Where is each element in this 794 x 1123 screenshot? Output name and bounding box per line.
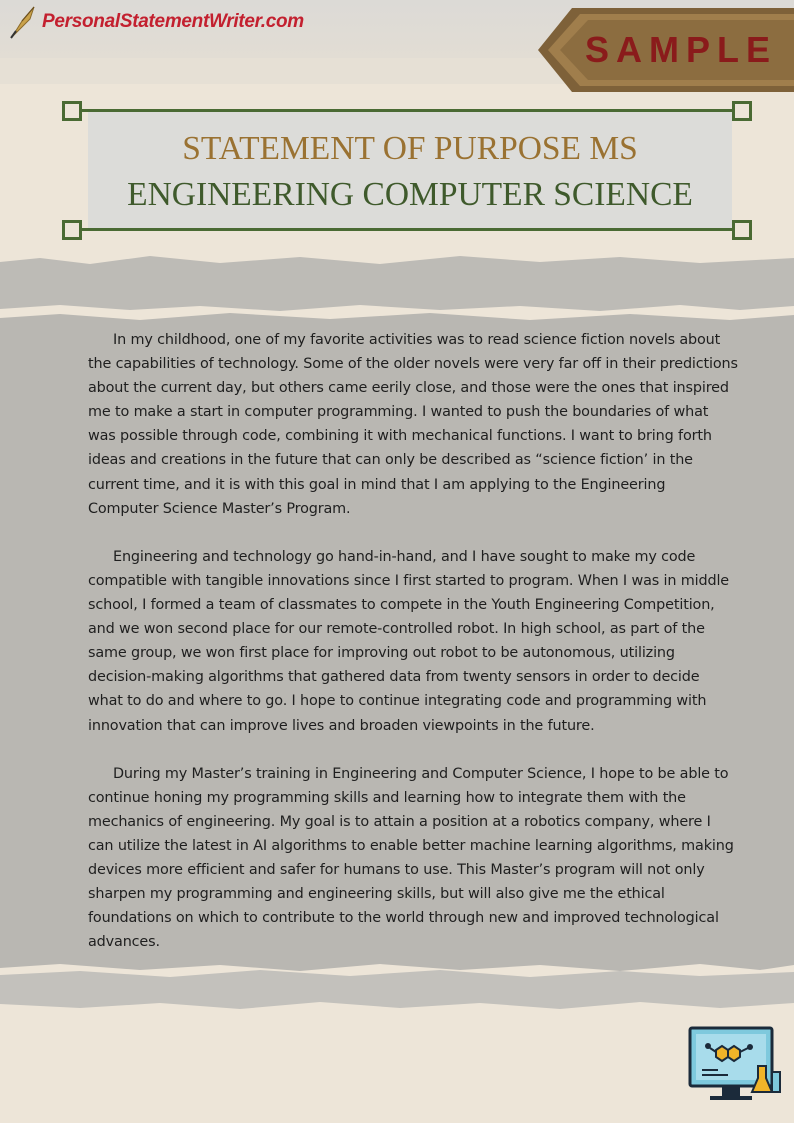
body-paragraph-1: In my childhood, one of my favorite activities was to read science fiction novels about the capabilities of technology. Some of the older novels were very far off in their predictions about the current day, but others came eerily close, and those were the ones that inspired me to make a start in computer programming. I wanted to push the boundaries of what was possible through code, combining it with mechanical functions. I want to bring forth ideas and creations in the future that can only be described as “science fiction’ in the current time, and it is with this goal in mind that I am applying to the Engineering Computer Science Master’s Program. bbox=[88, 332, 738, 517]
title-frame-corner-bottom-left bbox=[62, 220, 82, 240]
page-title-line-2: ENGINEERING COMPUTER SCIENCE bbox=[127, 176, 693, 213]
sample-badge-text: SAMPLE bbox=[584, 29, 777, 70]
title-frame-corner-top-right bbox=[732, 101, 752, 121]
computer-science-icon bbox=[688, 1026, 784, 1110]
site-logo[interactable] bbox=[8, 4, 304, 40]
quill-pen-icon bbox=[8, 5, 38, 39]
title-frame-corner-bottom-right bbox=[732, 220, 752, 240]
title-frame-top-line bbox=[72, 109, 742, 112]
body-paragraph-3: During my Master’s training in Engineering and Computer Science, I hope to be able to continue honing my programming skills and learning how to integrate them with the mechanics of engineering. My goal is to attain a position at a robotics company, where I can utilize the latest in AI algorithms to enable better machine learning algorithms, making devices more efficient and safer for humans to use. This Master’s program will not only sharpen my programming and engineering skills, but will also give me the ethical foundations on which to contribute to the world through new and improved technological advances. bbox=[88, 765, 734, 951]
sample-badge bbox=[538, 8, 794, 92]
page-title-line-1: STATEMENT OF PURPOSE MS bbox=[182, 130, 638, 167]
statement-body bbox=[88, 328, 738, 979]
logo-text: PersonalStatementWriter.com bbox=[42, 11, 304, 32]
title-frame-bottom-line bbox=[72, 228, 742, 231]
body-paragraph-2: Engineering and technology go hand-in-hand, and I have sought to make my code compatible with tangible innovations since I first started to program. When I was in middle school, I formed a team of classmates to compete in the Youth Engineering Competition, and we won second place for our remote-controlled robot. In high school, as part of the same group, we won first place for improving out robot to be autonomous, utilizing decision-making algorithms that gathered data from twenty sensors in order to decide what to do and where to go. I hope to continue integrating code and programming with innovation that can improve lives and broaden viewpoints in the future. bbox=[88, 548, 729, 734]
title-frame-corner-top-left bbox=[62, 101, 82, 121]
page-title bbox=[88, 126, 732, 218]
